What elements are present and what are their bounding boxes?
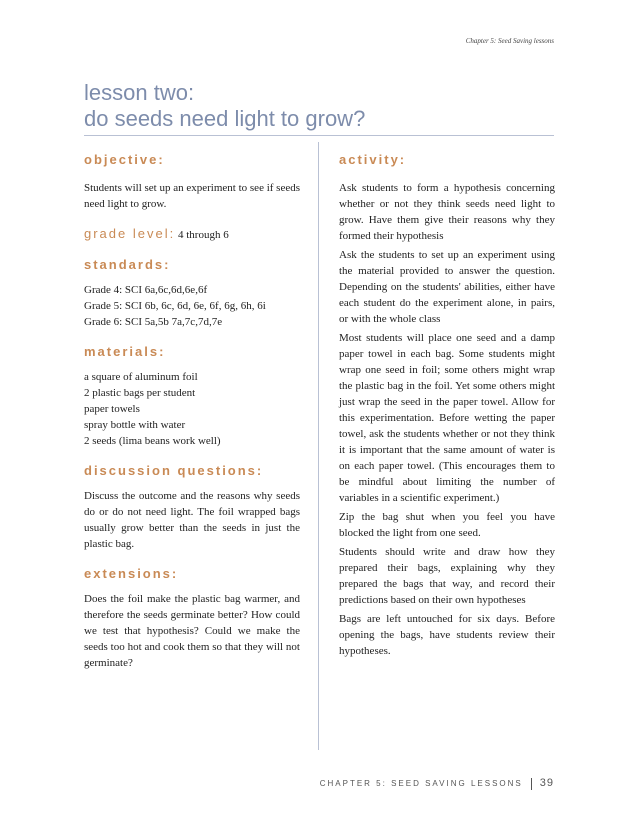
page-footer [320, 777, 554, 790]
extensions-text: Does the foil make the plastic bag warmer, and therefore the seeds germinate better? How could we test that hypothesis? Could we make the seeds too hot and cook them so that they will not germinate? [84, 593, 300, 669]
activity-paragraph: Zip the bag shut when you feel you have blocked the light from one seed. [339, 511, 555, 539]
discussion-text: Discuss the outcome and the reasons why seeds do or do not need light. The foil wrapped bags usually grow better than the seeds in just the plastic bag. [84, 490, 300, 550]
material-item: a square of aluminum foil [84, 371, 198, 383]
standard-item: Grade 4: SCI 6a,6c,6d,6e,6f [84, 284, 208, 296]
activity-paragraph: Ask the students to set up an experiment using the material provided to answer the question. Depending on the students' abilities, either have each student do the experiment alone, in pairs, or with the whole class [339, 249, 555, 325]
activity-heading: activity: [339, 152, 407, 167]
grade-level [84, 226, 300, 243]
material-item: paper towels [84, 403, 140, 415]
left-column [84, 152, 300, 671]
footer-separator [531, 778, 532, 790]
activity-paragraph: Bags are left untouched for six days. Before opening the bags, have students review their hypotheses. [339, 613, 555, 657]
materials-list [84, 369, 300, 449]
running-head: Chapter 5: Seed Saving lessons [465, 37, 554, 45]
right-column [339, 152, 555, 659]
material-item: spray bottle with water [84, 419, 186, 431]
column-divider [318, 142, 319, 750]
materials-heading: materials: [84, 344, 166, 359]
material-item: 2 seeds (lima beans work well) [84, 435, 221, 447]
grade-value: 4 through 6 [177, 229, 229, 241]
title-line-1: lesson two: [84, 80, 195, 105]
standards-heading: standards: [84, 257, 171, 272]
title-line-2: do seeds need light to grow? [84, 106, 366, 131]
material-item: 2 plastic bags per student [84, 387, 196, 399]
activity-paragraph: Ask students to form a hypothesis concerning whether or not they think seeds need light to grow. Have them give their reasons why they formed their hypothesis [339, 182, 555, 242]
extensions-heading: extensions: [84, 566, 179, 581]
page-number: 39 [539, 777, 554, 789]
activity-paragraph: Students should write and draw how they prepared their bags, explaining why they prepared the bags that way, and record their predictions based on their own hypotheses [339, 546, 555, 606]
page-title [84, 80, 554, 132]
activity-paragraph: Most students will place one seed and a damp paper towel in each bag. Some students might wrap one seed in foil; some others might wrap the plastic bag in the foil. Yet some others might just wrap the seed in the paper towel. Allow for this experimentation. Before wetting the paper towel, ask the students whether or not they think it is important that the same amount of water is on each paper towel. (This encourages them to be mindful about limiting the number of variables in a scientific experiment.) [339, 332, 555, 504]
standard-item: Grade 6: SCI 5a,5b 7a,7c,7d,7e [84, 316, 223, 328]
title-rule [84, 135, 554, 136]
objective-text: Students will set up an experiment to see if seeds need light to grow. [84, 182, 300, 210]
grade-heading: grade level: [84, 226, 176, 241]
standard-item: Grade 5: SCI 6b, 6c, 6d, 6e, 6f, 6g, 6h, 6i [84, 300, 266, 312]
standards-list [84, 282, 300, 330]
discussion-heading: discussion questions: [84, 463, 264, 478]
footer-label: CHAPTER 5: SEED SAVING LESSONS [319, 779, 523, 788]
objective-heading: objective: [84, 152, 165, 167]
